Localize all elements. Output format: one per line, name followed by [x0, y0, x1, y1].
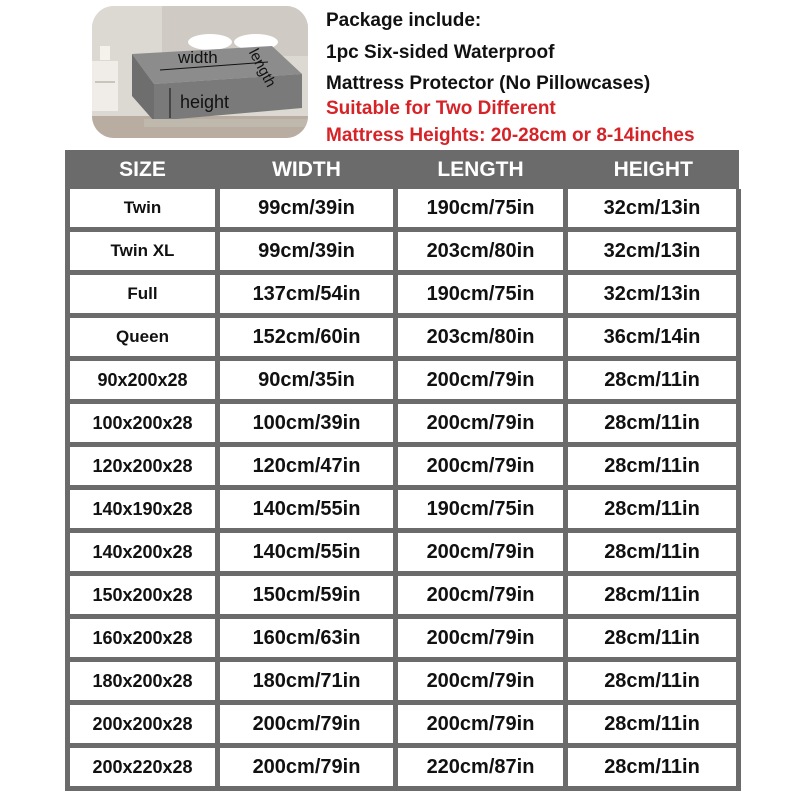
length-cell: 200cm/79in — [396, 445, 566, 488]
size-cell: 200x220x28 — [68, 746, 218, 789]
table-row — [68, 703, 739, 746]
table-row — [68, 273, 739, 316]
length-cell: 190cm/75in — [396, 189, 566, 230]
suitability-note-line1: Suitable for Two Different — [326, 98, 556, 119]
header-width: WIDTH — [218, 150, 396, 189]
height-cell: 28cm/11in — [566, 660, 739, 703]
height-cell: 28cm/11in — [566, 617, 739, 660]
table-header-row — [68, 150, 739, 189]
width-cell: 90cm/35in — [218, 359, 396, 402]
photo-length-label: length — [244, 46, 280, 91]
size-cell: 100x200x28 — [68, 402, 218, 445]
suitability-note-line2: Mattress Heights: 20-28cm or 8-14inches — [326, 125, 695, 146]
length-cell: 200cm/79in — [396, 703, 566, 746]
size-cell: 90x200x28 — [68, 359, 218, 402]
size-table — [65, 150, 741, 791]
size-cell: 180x200x28 — [68, 660, 218, 703]
product-photo — [92, 6, 308, 138]
package-heading: Package include: — [326, 10, 482, 31]
length-cell: 200cm/79in — [396, 531, 566, 574]
header-height: HEIGHT — [566, 150, 739, 189]
size-cell: 200x200x28 — [68, 703, 218, 746]
table-row — [68, 445, 739, 488]
height-cell: 28cm/11in — [566, 703, 739, 746]
header-length: LENGTH — [396, 150, 566, 189]
height-cell: 32cm/13in — [566, 273, 739, 316]
width-cell: 150cm/59in — [218, 574, 396, 617]
height-cell: 28cm/11in — [566, 402, 739, 445]
size-cell: Twin XL — [68, 230, 218, 273]
size-cell: 160x200x28 — [68, 617, 218, 660]
table-row — [68, 230, 739, 273]
photo-height-label: height — [180, 92, 230, 112]
package-item-line2: Mattress Protector (No Pillowcases) — [326, 73, 651, 94]
length-cell: 200cm/79in — [396, 359, 566, 402]
size-cell: 150x200x28 — [68, 574, 218, 617]
width-cell: 180cm/71in — [218, 660, 396, 703]
table-row — [68, 660, 739, 703]
table-row — [68, 746, 739, 789]
photo-width-label: width — [178, 48, 218, 67]
width-cell: 200cm/79in — [218, 703, 396, 746]
length-cell: 203cm/80in — [396, 316, 566, 359]
table-row — [68, 359, 739, 402]
height-cell: 32cm/13in — [566, 230, 739, 273]
length-cell: 220cm/87in — [396, 746, 566, 789]
length-cell: 200cm/79in — [396, 617, 566, 660]
width-cell: 140cm/55in — [218, 531, 396, 574]
length-cell: 203cm/80in — [396, 230, 566, 273]
table-row — [68, 189, 739, 230]
width-cell: 160cm/63in — [218, 617, 396, 660]
width-cell: 140cm/55in — [218, 488, 396, 531]
size-cell: 140x190x28 — [68, 488, 218, 531]
width-cell: 99cm/39in — [218, 230, 396, 273]
width-cell: 100cm/39in — [218, 402, 396, 445]
height-cell: 28cm/11in — [566, 359, 739, 402]
height-cell: 36cm/14in — [566, 316, 739, 359]
length-cell: 200cm/79in — [396, 574, 566, 617]
table-row — [68, 617, 739, 660]
width-cell: 137cm/54in — [218, 273, 396, 316]
table-row — [68, 574, 739, 617]
height-cell: 32cm/13in — [566, 189, 739, 230]
width-cell: 120cm/47in — [218, 445, 396, 488]
size-cell: 120x200x28 — [68, 445, 218, 488]
height-cell: 28cm/11in — [566, 488, 739, 531]
length-cell: 190cm/75in — [396, 488, 566, 531]
table-row — [68, 316, 739, 359]
size-cell: 140x200x28 — [68, 531, 218, 574]
width-cell: 99cm/39in — [218, 189, 396, 230]
length-cell: 200cm/79in — [396, 660, 566, 703]
table-row — [68, 531, 739, 574]
size-cell: Queen — [68, 316, 218, 359]
width-cell: 200cm/79in — [218, 746, 396, 789]
height-cell: 28cm/11in — [566, 445, 739, 488]
table-row — [68, 402, 739, 445]
length-cell: 200cm/79in — [396, 402, 566, 445]
width-cell: 152cm/60in — [218, 316, 396, 359]
length-cell: 190cm/75in — [396, 273, 566, 316]
size-cell: Twin — [68, 189, 218, 230]
package-item-line1: 1pc Six-sided Waterproof — [326, 42, 555, 63]
table-row — [68, 488, 739, 531]
height-cell: 28cm/11in — [566, 531, 739, 574]
size-cell: Full — [68, 273, 218, 316]
header-size: SIZE — [68, 150, 218, 189]
height-cell: 28cm/11in — [566, 746, 739, 789]
height-cell: 28cm/11in — [566, 574, 739, 617]
